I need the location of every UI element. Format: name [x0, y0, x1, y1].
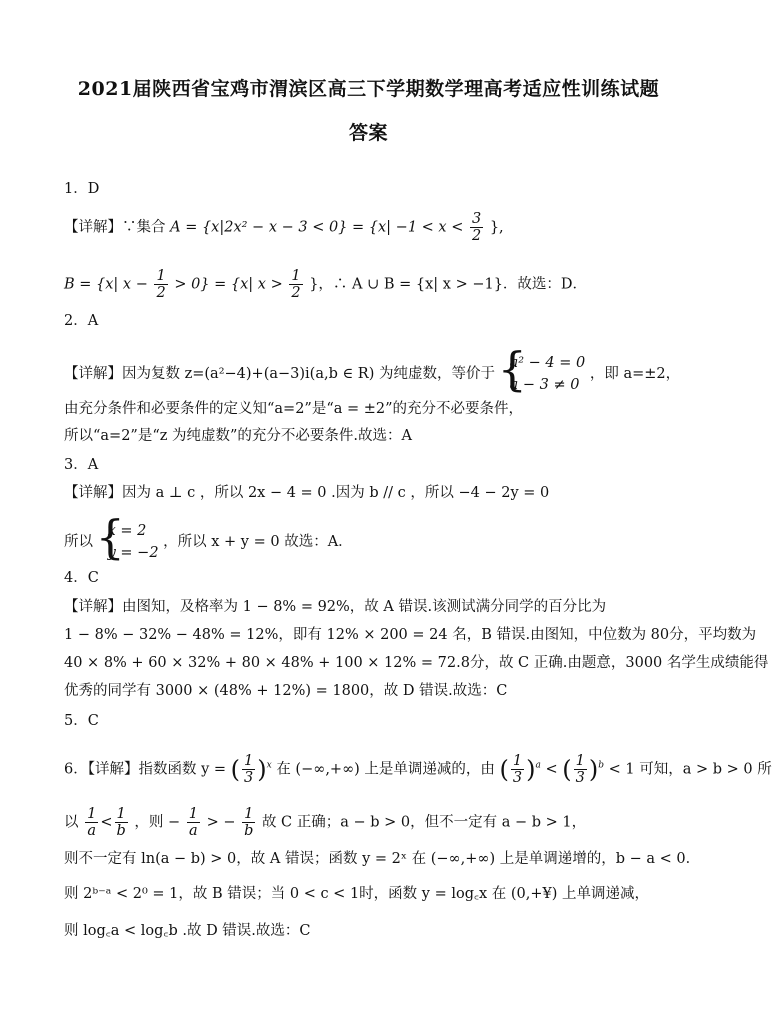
- q4-detail-line3: 40 × 8% + 60 × 32% + 80 × 48% + 100 × 12% = 72.8分，故 C 正确.由题意，3000 名学生成绩能得: [64, 655, 769, 671]
- q2-detail-line1: [64, 352, 680, 396]
- q5-answer: 5．C: [64, 713, 99, 729]
- q1-l2-text-a: B = {x| x −: [64, 276, 148, 293]
- q4-detail-line1: 【详解】由图知，及格率为 1 − 8% = 92%，故 A 错误.该测试满分同学的百分比为: [64, 599, 607, 615]
- q1-l2-text-c: }，∴ A ∪ B = {x| x > −1}．故选：D．: [309, 276, 588, 293]
- q1-l2-text-b: > 0} = {x| x >: [174, 276, 283, 293]
- q6-detail-line2: 以 $\frac{1}{a}$ < $\frac{1}{b}$ ，则 − $\frac{1}{a}$ > − $\frac{1}{b}$ 故 C 正确；a − b > 0，但不一定有 a − b > 1，: [64, 806, 587, 839]
- q1-l1-text-c: },: [489, 219, 504, 236]
- q2-detail-line2: 由充分条件和必要条件的定义知“a=2”是“a = ±2”的充分不必要条件，: [64, 401, 524, 417]
- q6-detail-line4: 则 2ᵇ⁻ᵃ < 2⁰ = 1，故 B 错误；当 0 < c < 1时，函数 y = log꜀x 在 (0,+¥) 上单调递减，: [64, 886, 650, 902]
- q6-l1-text-b: 在 (−∞,+∞) 上是单调递减的，由: [276, 761, 495, 778]
- q3-l2-text-a: 所以: [64, 534, 93, 550]
- q1-detail-line1: [64, 211, 504, 244]
- q6-l1-text-a: 6．【详解】指数函数 y =: [64, 761, 227, 778]
- q2-equation-system: { a² − 4 = 0 a − 3 ≠ 0: [500, 352, 586, 396]
- q2-l1-text-a: 【详解】因为复数 z=(a²−4)+(a−3)i(a,b ∈ R) 为纯虚数，等价于: [64, 366, 495, 382]
- document-title: 2021届陕西省宝鸡市渭滨区高三下学期数学理高考适应性训练试题: [77, 78, 660, 100]
- q2-l1-text-b: ，即 a=±2，: [589, 366, 681, 382]
- q3-l2-text-b: ，所以 x + y = 0 故选：A．: [163, 534, 353, 550]
- q3-detail-line1: 【详解】因为 a ⊥ c ，所以 2x − 4 = 0 .因为 b // c ，所以 −4 − 2y = 0: [64, 485, 550, 501]
- q2-answer: 2．A: [64, 313, 99, 329]
- q1-answer: 1．D: [64, 181, 100, 197]
- q1-l1-text-b: A = {x|2x² − x − 3 < 0} = {x| −1 < x <: [170, 219, 464, 236]
- q6-detail-line3: 则不一定有 ln(a − b) > 0，故 A 错误；函数 y = 2ˣ 在 (−∞,+∞) 上是单调递增的，b − a < 0．: [64, 851, 701, 867]
- q4-detail-line2: 1 − 8% − 32% − 48% = 12%，即有 12% × 200 = 24 名，B 错误.由图知，中位数为 80分，平均数为: [64, 627, 757, 643]
- q4-answer: 4．C: [64, 570, 99, 586]
- q3-equation-system: { x = 2 y = −2: [98, 520, 159, 564]
- q1-l1-text-a: 【详解】∵集合: [64, 219, 166, 236]
- q6-detail-line1: 6．【详解】指数函数 y = ( $\frac{1}{3}$ )$^x$ 在 (−∞,+∞) 上是单调递减的，由 ( $\frac{1}{3}$ )$^a$ < ( $\frac{1}{3}$ )$^b$ < 1 可知，a > b > 0 所: [64, 753, 772, 786]
- q6-l2-text-d: 故 C 正确；a − b > 0，但不一定有 a − b > 1，: [261, 814, 587, 831]
- q3-answer: 3．A: [64, 457, 99, 473]
- q1-detail-line2: [64, 268, 587, 301]
- q2-detail-line3: 所以“a=2”是“z 为纯虚数”的充分不必要条件.故选：A: [64, 428, 412, 444]
- q1-l2-fraction1: $\frac{1}{2}$: [156, 268, 166, 301]
- q1-l1-fraction: $\frac{3}{2}$: [471, 211, 482, 244]
- q1-l2-fraction2: $\frac{1}{2}$: [291, 268, 301, 301]
- q3-detail-line2: [64, 520, 353, 564]
- document-subtitle: 答案: [348, 122, 388, 144]
- q6-l1-text-d: < 1 可知，a > b > 0 所: [608, 761, 772, 778]
- q6-detail-line5: 则 log꜀a < log꜀b .故 D 错误.故选：C: [64, 923, 311, 939]
- q4-detail-line4: 优秀的同学有 3000 × (48% + 12%) = 1800，故 D 错误.故选：C: [64, 683, 508, 699]
